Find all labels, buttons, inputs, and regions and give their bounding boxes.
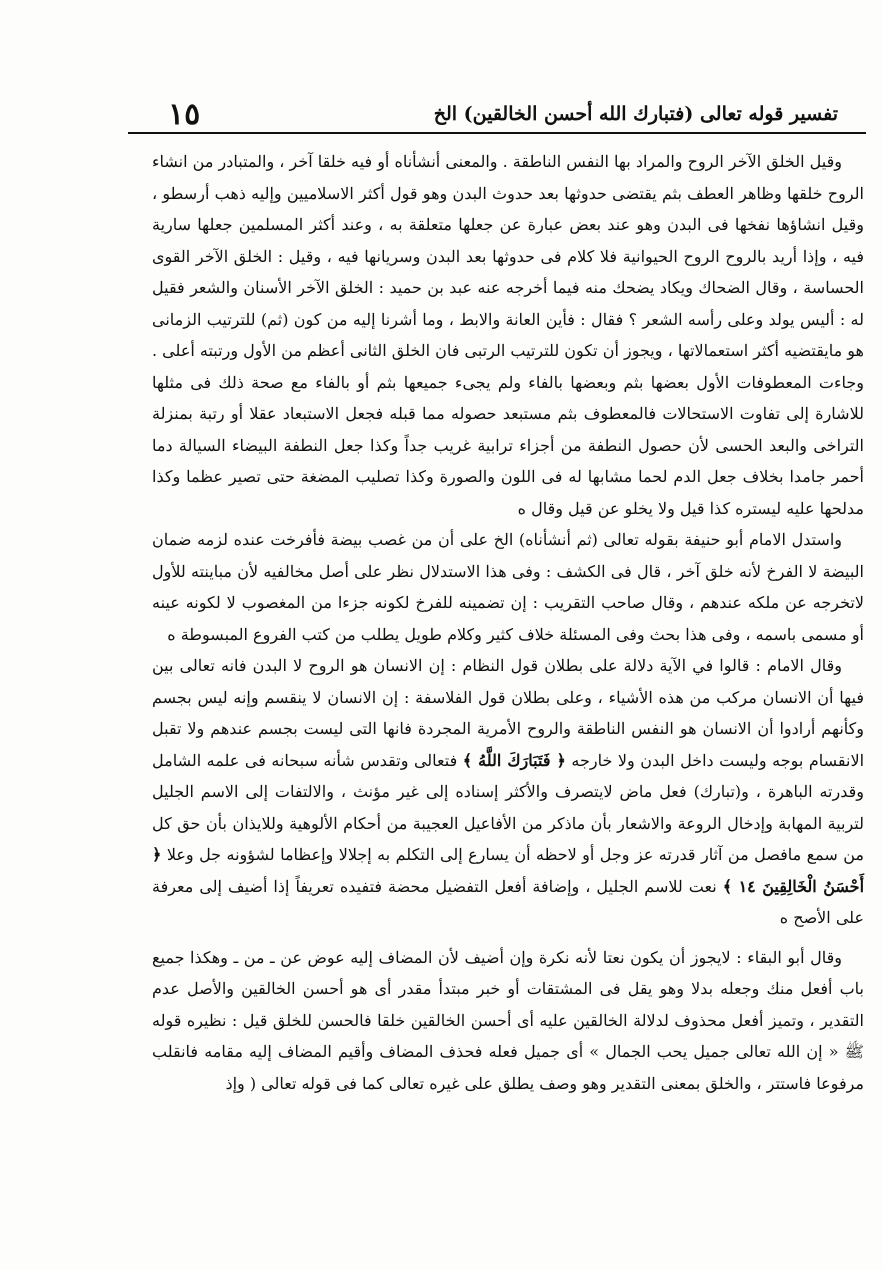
paragraph-tabaraka-text: فتعالى وتقدس شأنه سبحانه فى علمه الشامل وقدرته الباهرة ، و(تبارك) فعل ماض لايتصرف والأكثر إسناده إلى غير مؤنث ، والالتفات إلى الاسم الجليل لتربية المهابة وإدخال الروعة والاشعار بأن ماذكر من الأفاعيل العجيبة من أحكام الألوهية وللايذان بأن حق كل من سمع مافصل من آثار قدرته عز وجل أو لاحظه أن يسارع إلى التكلم به إجلالا وإعظاما لشؤونه جل وعلا <box>152 750 864 864</box>
paragraph-imam-text: وقال الامام : قالوا في الآية دلالة على بطلان قول النظام : إن الانسان هو الروح لا البدن فانه تعالى بين فيها أن الانسان مركب من هذه الأشياء ، وعلى بطلان قول الفلاسفة : إن الانسان لا ينقسم وإنه ليس بجسم وكأنهم أرادوا أن الانسان هو النفس الناطقة والروح الأمرية المجردة فانها التى ليست بجسم عندهم ولا تقبل الانقسام بوجه وليست داخل البدن ولا خارجه <box>152 656 865 770</box>
page-number: ١٥ <box>168 96 201 132</box>
page-body <box>152 146 864 1099</box>
running-title: تفسير قوله تعالى (فتبارك الله أحسن الخالقين) الخ <box>433 103 838 125</box>
paragraph-separator <box>152 934 864 942</box>
page-header <box>168 96 838 132</box>
paragraph-imam <box>152 650 864 934</box>
paragraph-ahsan-text: نعت للاسم الجليل ، وإضافة أفعل التفضيل محضة فتفيده تعريفاً إذا أضيف إلى معرفة على الأصح ه <box>152 876 864 927</box>
header-rule <box>128 132 866 134</box>
paragraph-abu-albaqa: وقال أبو البقاء : لايجوز أن يكون نعتا لأنه نكرة وإن أضيف لأن المضاف إليه عوض عن ـ من ـ وهكذا جميع باب أفعل منك وجعله بدلا وهو يقل فى المشتقات أو خبر مبتدأ مقدر أى هو أحسن الخالقين والأصل عدم التقدير ، وتميز أفعل محذوف لدلالة الخالقين عليه أى أحسن الخالقين خلقا فالحسن للخلق قيل : نظيره قوله ﷺ « إن الله تعالى جميل يحب الجمال » أى جميل فعله فحذف المضاف وأقيم المضاف إليه مقامه فانقلب مرفوعا فاستتر ، والخلق بمعنى التقدير وهو وصف يطلق على غيره تعالى كما فى قوله تعالى ( وإذ <box>152 947 864 1093</box>
quran-verse-tabaraka: ﴿ فَتَبَارَكَ اللَّهُ ﴾ <box>462 750 566 770</box>
paragraph-spirit: وقيل الخلق الآخر الروح والمراد بها النفس الناطقة . والمعنى أنشأناه أو فيه خلقا آخر ، والمتبادر من انشاء الروح خلقها وظاهر العطف بثم يقتضى حدوثها بعد حدوث البدن وهو قول أكثر الاسلاميين وإليه ذهب أرسطو ، وقيل انشاؤها نفخها فى البدن وهو عند بعض عبارة عن جعلها متعلقة به ، وعند أكثر المسلمين جعلها سارية فيه ، وإذا أريد بالروح الروح الحيوانية فلا كلام فى حدوثها بعد البدن وسريانها فيه ، وقيل : الخلق الآخر القوى الحساسة ، وقال الضحاك ويكاد يضحك منه فيما أخرجه عنه عبد بن حميد : الخلق الآخر الأسنان والشعر فقيل له : أليس يولد وعلى رأسه الشعر ؟ فقال : فأين العانة والابط ، وما أشرنا إليه من كون (ثم) للترتيب الزمانى هو مايقتضيه أكثر استعمالاتها ، ويجوز أن تكون للترتيب الرتبى فان الخلق الثانى أعظم من الأول ورتبته أعلى . وجاءت المعطوفات الأول بعضها بثم وبعضها بالفاء ولم يجىء جميعها بثم أو بالفاء مع صحة ذلك فى مثلها للاشارة إلى تفاوت الاستحالات فالمعطوف بثم مستبعد حصوله مما قبله فجعل الاستبعاد عقلا أو رتبة بمنزلة التراخى والبعد الحسى لأن حصول النطفة من أجزاء ترابية غريب جداً وكذا جعل النطفة البيضاء السيالة دما أحمر جامدا بخلاف جعل الدم لحما مشابها له فى اللون والصورة وكذا تصليب المضغة حتى تصير عظما وكذا مدلحها عليه ليستره كذا قيل ولا يخلو عن قيل وقال ه <box>152 152 865 518</box>
quran-verse-ahsan: ﴿ أَحْسَنُ الْخَالِقِينَ ١٤ ﴾ <box>152 845 865 896</box>
paragraph-abu-hanifa: واستدل الامام أبو حنيفة بقوله تعالى (ثم أنشأناه) الخ على أن من غصب بيضة فأفرخت عنده لزمه ضمان البيضة لا الفرخ لأنه خلق آخر ، قال فى الكشف : وفى هذا الاستدلال نظر على أصل مخالفيه لأن مباينته للأول لاتخرجه عن ملكه عندهم ، وقال صاحب التقريب : إن تضمينه للفرخ لكونه جزءا من المغصوب لا لكونه عينه أو مسمى باسمه ، وفى هذا بحث وفى المسئلة خلاف كثير وكلام طويل يطلب من كتب الفروع المبسوطة ه <box>152 530 864 644</box>
